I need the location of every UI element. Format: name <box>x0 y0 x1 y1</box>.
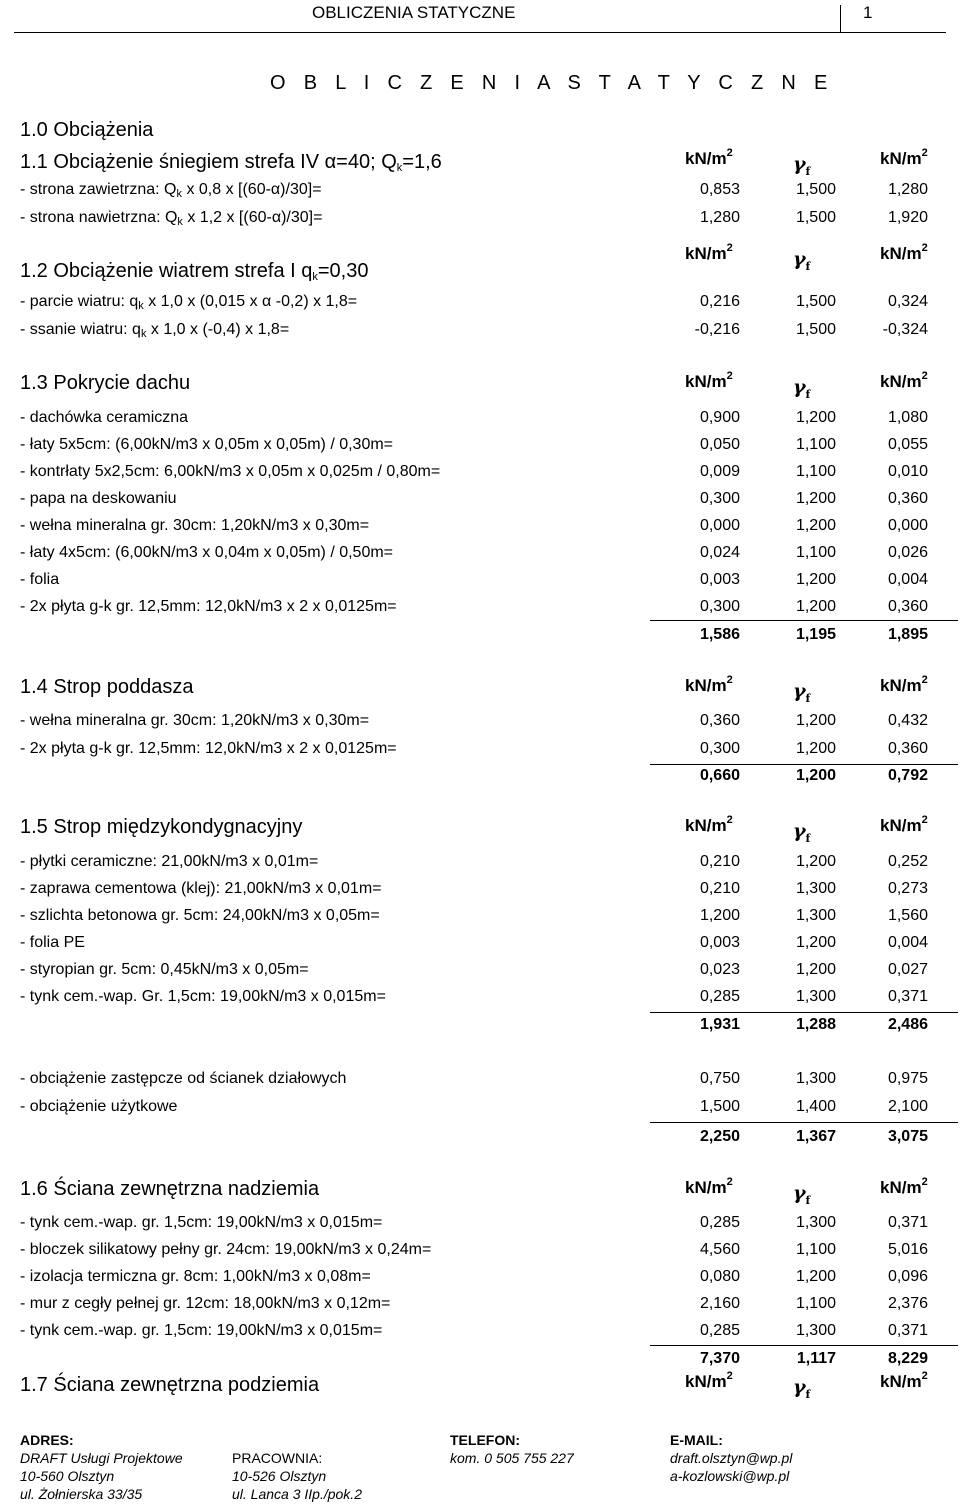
value-design: 2,376 <box>887 1295 928 1312</box>
row-text: x 1,0 x (0,015 x α -0,2) x 1,8= <box>143 293 358 310</box>
load-row-label: - styropian gr. 5cm: 0,45kN/m3 x 0,05m= <box>20 961 309 978</box>
load-row-label: - bloczek silikatowy pełny gr. 24cm: 19,00kN/m3 x 0,24m= <box>20 1241 432 1258</box>
gamma-symbol: γ <box>793 376 806 398</box>
unit-header <box>880 816 928 836</box>
value-characteristic: 0,285 <box>699 1322 740 1339</box>
unit-label: kN/m <box>685 372 727 391</box>
value-characteristic: 2,160 <box>699 1295 740 1312</box>
value-characteristic: 0,050 <box>699 436 740 453</box>
header-separator <box>840 5 841 32</box>
load-row-label: - 2x płyta g-k gr. 12,5mm: 12,0kN/m3 x 2 x 0,0125m= <box>20 598 397 615</box>
unit-superscript: 2 <box>726 674 733 686</box>
value-characteristic: 0,024 <box>699 544 740 561</box>
value-design: 0,004 <box>887 571 928 588</box>
unit-label: kN/m <box>685 244 727 263</box>
heading-text: =1,6 <box>402 151 442 173</box>
value-characteristic: 0,750 <box>699 1070 740 1087</box>
value-characteristic: 0,300 <box>699 598 740 615</box>
load-row-label <box>20 181 322 199</box>
unit-superscript: 2 <box>726 370 733 382</box>
value-characteristic: 0,000 <box>699 517 740 534</box>
section-heading-1-4: 1.4 Strop poddasza <box>20 676 194 698</box>
gamma-f-header <box>793 680 810 705</box>
unit-label: kN/m <box>880 816 922 835</box>
unit-superscript: 2 <box>921 814 928 826</box>
heading-subscript: k <box>396 162 403 174</box>
gamma-f-header <box>793 153 810 178</box>
value-characteristic: 1,931 <box>699 1016 740 1033</box>
value-design: 0,792 <box>887 767 928 784</box>
gamma-f-header <box>793 1376 810 1401</box>
value-design: 0,371 <box>887 988 928 1005</box>
section-heading-1-2 <box>20 260 368 283</box>
load-row-label: - wełna mineralna gr. 30cm: 1,20kN/m3 x 0,30m= <box>20 517 370 534</box>
value-gamma-factor: 1,200 <box>795 740 836 757</box>
value-gamma-factor: 1,200 <box>795 517 836 534</box>
value-gamma-factor: 1,400 <box>795 1098 836 1115</box>
value-design: 0,252 <box>887 853 928 870</box>
footer-email-label: E-MAIL: <box>670 1432 723 1448</box>
value-gamma-factor: 1,100 <box>795 544 836 561</box>
unit-label: kN/m <box>880 676 922 695</box>
value-gamma-factor: 1,200 <box>795 767 836 784</box>
unit-label: kN/m <box>880 149 922 168</box>
unit-superscript: 2 <box>726 1176 733 1188</box>
unit-header <box>880 149 928 169</box>
value-design: 0,432 <box>887 712 928 729</box>
gamma-f-header <box>793 376 810 401</box>
document-title: O B L I C Z E N I A S T A T Y C Z N E <box>270 72 834 94</box>
footer-studio-line: ul. Lanca 3 IIp./pok.2 <box>232 1486 362 1502</box>
value-gamma-factor: 1,200 <box>795 571 836 588</box>
load-row-label: - zaprawa cementowa (klej): 21,00kN/m3 x 0,01m= <box>20 880 382 897</box>
footer-phone-label: TELEFON: <box>450 1432 520 1448</box>
value-gamma-factor: 1,300 <box>795 907 836 924</box>
value-gamma-factor: 1,117 <box>796 1350 836 1367</box>
value-characteristic: 0,210 <box>699 880 740 897</box>
value-design: 8,229 <box>887 1350 928 1367</box>
unit-superscript: 2 <box>921 674 928 686</box>
unit-header <box>685 372 733 392</box>
row-subscript: k <box>140 328 147 340</box>
load-row-label: - tynk cem.-wap. gr. 1,5cm: 19,00kN/m3 x 0,015m= <box>20 1214 383 1231</box>
header-title: OBLICZENIA STATYCZNE <box>312 3 516 22</box>
value-characteristic: 0,285 <box>699 988 740 1005</box>
row-subscript: k <box>138 300 144 312</box>
unit-superscript: 2 <box>921 370 928 382</box>
value-design: 0,360 <box>887 598 928 615</box>
value-gamma-factor: 1,100 <box>795 1241 836 1258</box>
value-design: 0,096 <box>887 1268 928 1285</box>
unit-superscript: 2 <box>726 147 733 159</box>
footer-studio-line: 10-526 Olsztyn <box>232 1468 327 1484</box>
section-heading-1-6: 1.6 Ściana zewnętrzna nadziemia <box>20 1178 320 1200</box>
load-row-label: - izolacja termiczna gr. 8cm: 1,00kN/m3 x 0,08m= <box>20 1268 371 1285</box>
heading-text: 1.1 Obciążenie śniegiem strefa IV α=40; Q <box>20 151 397 173</box>
section-heading-1-1 <box>20 151 442 174</box>
load-row-label: - folia PE <box>20 934 85 951</box>
footer-email-link[interactable]: a-kozlowski@wp.pl <box>670 1468 790 1484</box>
row-subscript: k <box>177 216 183 228</box>
value-characteristic: 0,853 <box>699 181 740 198</box>
unit-superscript: 2 <box>726 814 733 826</box>
unit-label: kN/m <box>685 1372 727 1391</box>
value-gamma-factor: 1,200 <box>795 1268 836 1285</box>
value-design: 5,016 <box>887 1241 928 1258</box>
value-characteristic: -0,216 <box>694 321 740 338</box>
value-design: 0,000 <box>887 517 928 534</box>
sum-rule <box>650 1012 958 1013</box>
unit-label: kN/m <box>685 816 727 835</box>
load-row-label <box>20 321 289 339</box>
value-design: 0,026 <box>887 544 928 561</box>
value-gamma-factor: 1,500 <box>795 293 836 310</box>
unit-label: kN/m <box>880 1178 922 1197</box>
load-row-label <box>20 209 322 227</box>
value-design: 0,975 <box>887 1070 928 1087</box>
value-design: 0,324 <box>887 293 928 310</box>
load-row-label: - papa na deskowaniu <box>20 490 177 507</box>
unit-header <box>880 244 928 264</box>
value-characteristic: 0,300 <box>699 490 740 507</box>
value-gamma-factor: 1,500 <box>795 321 836 338</box>
gamma-f-header <box>793 248 810 273</box>
unit-label: kN/m <box>685 1178 727 1197</box>
gamma-f-header <box>793 1182 810 1207</box>
value-design: 1,920 <box>887 209 928 226</box>
value-gamma-factor: 1,200 <box>795 853 836 870</box>
value-gamma-factor: 1,300 <box>795 1070 836 1087</box>
value-design: -0,324 <box>882 321 928 338</box>
value-design: 1,560 <box>887 907 928 924</box>
load-row-label: - tynk cem.-wap. gr. 1,5cm: 19,00kN/m3 x 0,015m= <box>20 1322 383 1339</box>
load-row-label: - tynk cem.-wap. Gr. 1,5cm: 19,00kN/m3 x 0,015m= <box>20 988 386 1005</box>
gamma-symbol: γ <box>793 820 806 842</box>
value-design: 2,100 <box>887 1098 928 1115</box>
load-row-label: - wełna mineralna gr. 30cm: 1,20kN/m3 x 0,30m= <box>20 712 370 729</box>
heading-text: =0,30 <box>317 260 369 282</box>
gamma-subscript: f <box>805 259 811 273</box>
unit-header <box>880 1372 928 1392</box>
value-gamma-factor: 1,500 <box>795 209 836 226</box>
value-design: 0,055 <box>887 436 928 453</box>
value-gamma-factor: 1,300 <box>795 1214 836 1231</box>
value-gamma-factor: 1,500 <box>795 181 836 198</box>
value-gamma-factor: 1,288 <box>795 1016 836 1033</box>
value-characteristic: 0,003 <box>699 934 740 951</box>
value-gamma-factor: 1,200 <box>795 712 836 729</box>
row-text: x 1,0 x (-0,4) x 1,8= <box>146 321 290 338</box>
value-design: 1,280 <box>887 181 928 198</box>
unit-superscript: 2 <box>726 1370 733 1382</box>
gamma-subscript: f <box>805 164 811 178</box>
value-design: 1,895 <box>887 626 928 643</box>
value-gamma-factor: 1,100 <box>795 1295 836 1312</box>
row-text: x 1,2 x [(60-α)/30]= <box>182 209 323 226</box>
load-row-label: - dachówka ceramiczna <box>20 409 189 426</box>
row-text: - ssanie wiatru: q <box>20 321 141 338</box>
value-characteristic: 0,300 <box>699 740 740 757</box>
unit-header <box>685 1372 733 1392</box>
value-characteristic: 0,360 <box>699 712 740 729</box>
footer-address-line: 10-560 Olsztyn <box>20 1468 115 1484</box>
unit-label: kN/m <box>685 149 727 168</box>
unit-label: kN/m <box>685 676 727 695</box>
unit-header <box>880 1178 928 1198</box>
unit-label: kN/m <box>880 244 922 263</box>
row-text: x 0,8 x [(60-α)/30]= <box>182 181 322 198</box>
value-characteristic: 1,200 <box>699 907 740 924</box>
value-design: 0,004 <box>887 934 928 951</box>
header-page-number: 1 <box>863 3 873 22</box>
value-characteristic: 4,560 <box>699 1241 740 1258</box>
footer-email-link[interactable]: draft.olsztyn@wp.pl <box>670 1450 793 1466</box>
sum-rule <box>650 620 958 621</box>
value-characteristic: 0,216 <box>699 293 740 310</box>
sum-rule <box>650 1345 958 1346</box>
row-text: - strona zawietrzna: Q <box>20 181 177 198</box>
unit-superscript: 2 <box>921 1370 928 1382</box>
value-gamma-factor: 1,200 <box>795 409 836 426</box>
footer-address-line: ul. Żołnierska 33/35 <box>20 1486 143 1502</box>
section-heading-1-5: 1.5 Strop międzykondygnacyjny <box>20 816 303 838</box>
row-text: - strona nawietrzna: Q <box>20 209 178 226</box>
load-row-label: - obciążenie użytkowe <box>20 1098 178 1115</box>
value-characteristic: 1,280 <box>699 209 740 226</box>
unit-header <box>685 244 733 264</box>
value-design: 0,273 <box>887 880 928 897</box>
value-gamma-factor: 1,300 <box>795 880 836 897</box>
value-gamma-factor: 1,200 <box>795 934 836 951</box>
value-characteristic: 0,023 <box>699 961 740 978</box>
value-gamma-factor: 1,200 <box>795 961 836 978</box>
value-gamma-factor: 1,200 <box>795 598 836 615</box>
footer-address-label: ADRES: <box>20 1432 74 1448</box>
gamma-subscript: f <box>805 831 811 845</box>
header-rule <box>14 32 946 33</box>
value-characteristic: 1,586 <box>699 626 740 643</box>
value-characteristic: 0,003 <box>699 571 740 588</box>
unit-superscript: 2 <box>726 242 733 254</box>
unit-header <box>685 149 733 169</box>
gamma-f-header <box>793 820 810 845</box>
value-characteristic: 0,080 <box>699 1268 740 1285</box>
value-characteristic: 7,370 <box>699 1350 740 1367</box>
value-design: 0,360 <box>887 740 928 757</box>
gamma-symbol: γ <box>793 1376 806 1398</box>
value-characteristic: 0,900 <box>699 409 740 426</box>
value-gamma-factor: 1,300 <box>795 1322 836 1339</box>
footer-address-line: DRAFT Usługi Projektowe <box>20 1450 183 1466</box>
value-gamma-factor: 1,100 <box>795 463 836 480</box>
gamma-symbol: γ <box>793 680 806 702</box>
load-row-label: - łaty 5x5cm: (6,00kN/m3 x 0,05m x 0,05m) / 0,30m= <box>20 436 394 453</box>
load-row-label: - 2x płyta g-k gr. 12,5mm: 12,0kN/m3 x 2 x 0,0125m= <box>20 740 397 757</box>
value-design: 0,360 <box>887 490 928 507</box>
gamma-symbol: γ <box>793 248 806 270</box>
value-gamma-factor: 1,195 <box>795 626 836 643</box>
section-heading-1-3: 1.3 Pokrycie dachu <box>20 372 191 394</box>
value-design: 3,075 <box>887 1128 928 1145</box>
value-characteristic: 1,500 <box>699 1098 740 1115</box>
unit-label: kN/m <box>880 372 922 391</box>
unit-header <box>685 816 733 836</box>
footer-studio-label: PRACOWNIA: <box>232 1450 323 1466</box>
unit-header <box>880 676 928 696</box>
value-gamma-factor: 1,200 <box>795 490 836 507</box>
heading-subscript: k <box>312 271 318 283</box>
heading-text: 1.2 Obciążenie wiatrem strefa I q <box>20 260 313 282</box>
gamma-subscript: f <box>805 1193 811 1207</box>
load-row-label: - mur z cegły pełnej gr. 12cm: 18,00kN/m3 x 0,12m= <box>20 1295 391 1312</box>
gamma-symbol: γ <box>793 1182 806 1204</box>
gamma-subscript: f <box>805 691 811 705</box>
sum-rule <box>650 1122 958 1123</box>
gamma-symbol: γ <box>793 153 806 175</box>
value-design: 0,010 <box>887 463 928 480</box>
value-design: 1,080 <box>887 409 928 426</box>
row-subscript: k <box>176 188 182 200</box>
unit-superscript: 2 <box>921 1176 928 1188</box>
row-text: - parcie wiatru: q <box>20 293 139 310</box>
unit-superscript: 2 <box>921 242 928 254</box>
unit-header <box>685 676 733 696</box>
unit-superscript: 2 <box>921 147 928 159</box>
unit-label: kN/m <box>880 1372 922 1391</box>
sum-rule <box>650 764 958 765</box>
value-design: 2,486 <box>887 1016 928 1033</box>
section-heading-1-7: 1.7 Ściana zewnętrzna podziemia <box>20 1374 320 1396</box>
load-row-label: - folia <box>20 571 60 588</box>
value-gamma-factor: 1,367 <box>795 1128 836 1145</box>
footer-phone-value: kom. 0 505 755 227 <box>450 1450 574 1466</box>
unit-header <box>685 1178 733 1198</box>
load-row-label: - szlichta betonowa gr. 5cm: 24,00kN/m3 x 0,05m= <box>20 907 380 924</box>
value-design: 0,027 <box>887 961 928 978</box>
value-gamma-factor: 1,300 <box>795 988 836 1005</box>
load-row-label: - obciążenie zastępcze od ścianek działowych <box>20 1070 347 1087</box>
section-heading-1-0: 1.0 Obciążenia <box>20 119 154 141</box>
unit-header <box>880 372 928 392</box>
value-characteristic: 0,009 <box>699 463 740 480</box>
value-characteristic: 2,250 <box>699 1128 740 1145</box>
load-row-label: - łaty 4x5cm: (6,00kN/m3 x 0,04m x 0,05m) / 0,50m= <box>20 544 394 561</box>
load-row-label: - kontrłaty 5x2,5cm: 6,00kN/m3 x 0,05m x 0,025m / 0,80m= <box>20 463 441 480</box>
gamma-subscript: f <box>805 387 811 401</box>
load-row-label <box>20 293 357 311</box>
value-design: 0,371 <box>887 1322 928 1339</box>
load-row-label: - płytki ceramiczne: 21,00kN/m3 x 0,01m= <box>20 853 319 870</box>
value-characteristic: 0,660 <box>699 767 740 784</box>
gamma-subscript: f <box>805 1387 811 1401</box>
value-characteristic: 0,210 <box>699 853 740 870</box>
value-characteristic: 0,285 <box>699 1214 740 1231</box>
value-design: 0,371 <box>887 1214 928 1231</box>
value-gamma-factor: 1,100 <box>795 436 836 453</box>
